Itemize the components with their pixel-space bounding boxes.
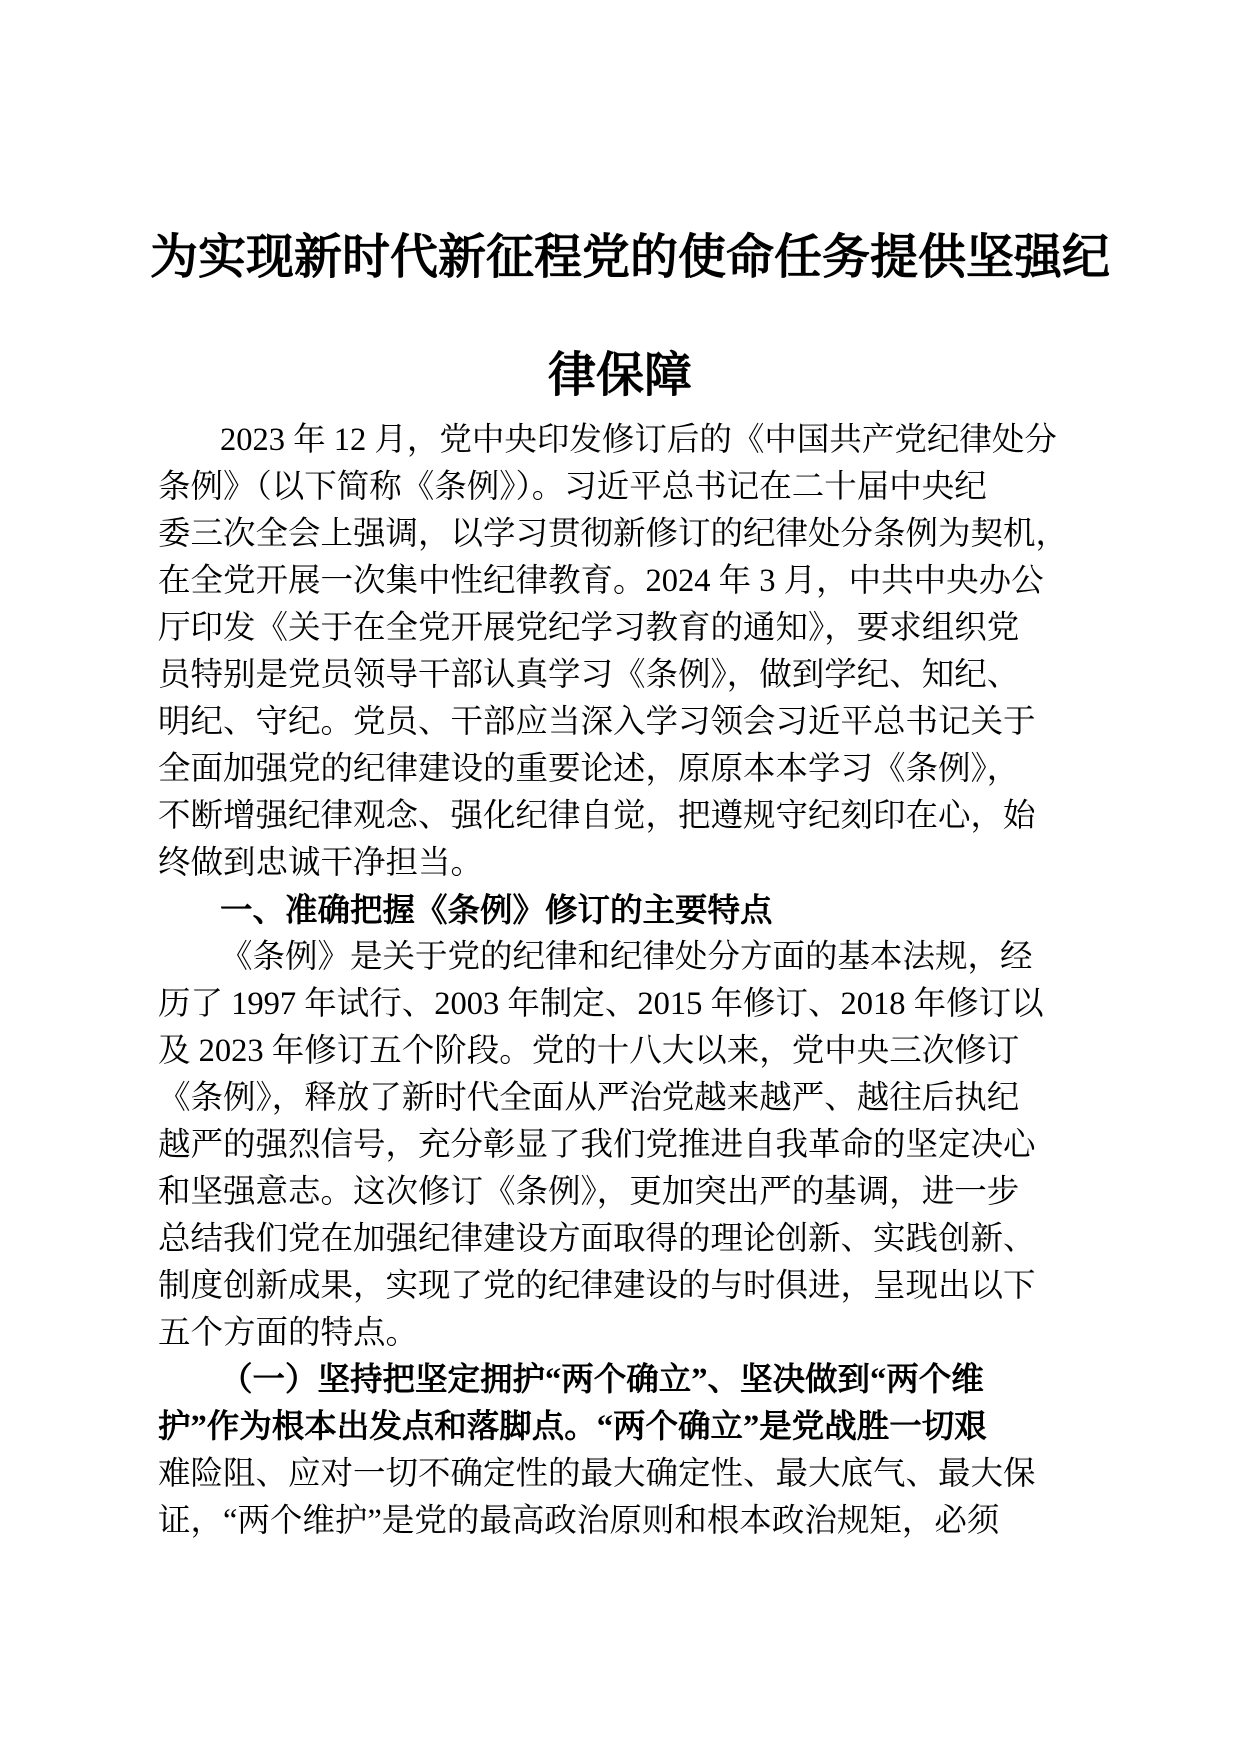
- subsection-line: 护”作为根本出发点和落脚点。“两个确立”是党战胜一切艰: [158, 1409, 987, 1445]
- paragraph-line: 委三次全会上强调，以学习贯彻新修订的纪律处分条例为契机，: [158, 516, 1069, 552]
- paragraph-line: 难险阻、应对一切不确定性的最大确定性、最大底气、最大保: [158, 1456, 1036, 1492]
- paragraph-line: 全面加强党的纪律建设的重要论述，原原本本学习《条例》，: [158, 751, 1020, 787]
- paragraph-line: 历了 1997 年试行、2003 年制定、2015 年修订、2018 年修订以: [158, 986, 1044, 1022]
- paragraph-line: 明纪、守纪。党员、干部应当深入学习领会习近平总书记关于: [158, 704, 1036, 740]
- paragraph-line: 及 2023 年修订五个阶段。党的十八大以来，党中央三次修订: [158, 1033, 1020, 1069]
- paragraph-line: 条例》（以下简称《条例》）。习近平总书记在二十届中央纪: [158, 469, 987, 505]
- paragraph-line: 越严的强烈信号，充分彰显了我们党推进自我革命的坚定决心: [158, 1127, 1036, 1163]
- section-heading: 一、准确把握《条例》修订的主要特点: [220, 891, 773, 929]
- paragraph-line: 终做到忠诚干净担当。: [158, 845, 484, 881]
- paragraph-line: 员特别是党员领导干部认真学习《条例》，做到学纪、知纪、: [158, 657, 1020, 693]
- subsection-line: （一）坚持把坚定拥护“两个确立”、坚决做到“两个维: [220, 1362, 984, 1398]
- paragraph-line: 不断增强纪律观念、强化纪律自觉，把遵规守纪刻印在心，始: [158, 798, 1036, 834]
- paragraph-line: 五个方面的特点。: [158, 1315, 419, 1351]
- paragraph-line: 制度创新成果，实现了党的纪律建设的与时俱进，呈现出以下: [158, 1268, 1036, 1304]
- paragraph-line: 《条例》是关于党的纪律和纪律处分方面的基本法规，经: [220, 939, 1033, 975]
- paragraph-line: 《条例》，释放了新时代全面从严治党越来越严、越往后执纪: [158, 1080, 1020, 1116]
- document-title-line-2: 律保障: [547, 347, 692, 403]
- document-title-line-1: 为实现新时代新征程党的使命任务提供坚强纪: [150, 229, 1111, 285]
- paragraph-line: 2023 年 12 月，党中央印发修订后的《中国共产党纪律处分: [220, 422, 1057, 458]
- paragraph-line: 证，“两个维护”是党的最高政治原则和根本政治规矩，必须: [158, 1503, 1000, 1539]
- paragraph-line: 厅印发《关于在全党开展党纪学习教育的通知》，要求组织党: [158, 610, 1020, 646]
- paragraph-line: 在全党开展一次集中性纪律教育。2024 年 3 月，中共中央办公: [158, 563, 1044, 599]
- paragraph-line: 和坚强意志。这次修订《条例》，更加突出严的基调，进一步: [158, 1174, 1020, 1210]
- paragraph-line: 总结我们党在加强纪律建设方面取得的理论创新、实践创新、: [158, 1221, 1036, 1257]
